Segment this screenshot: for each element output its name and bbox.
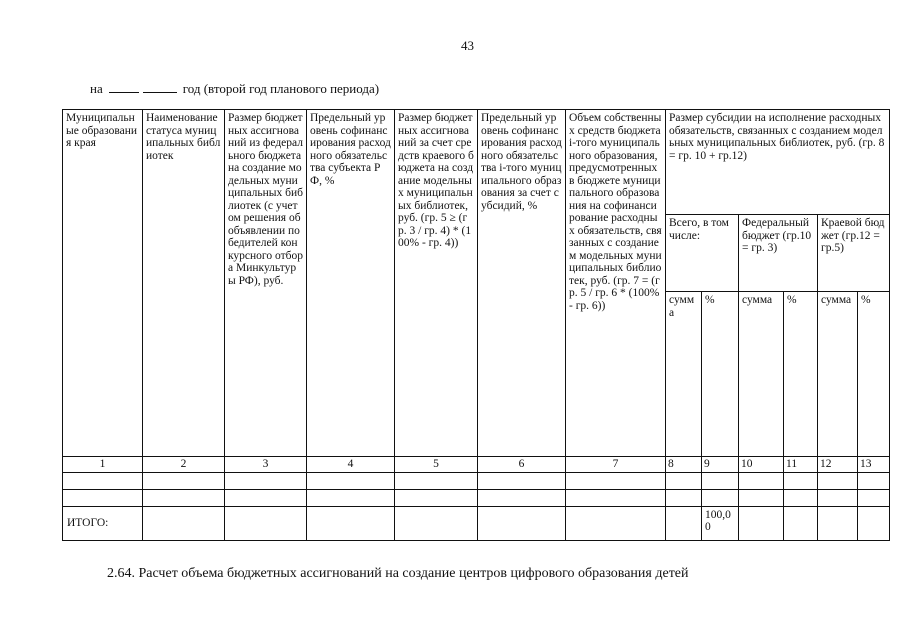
header-federal-budget: Федеральный бюджет (гр.10 = гр. 3)	[739, 215, 818, 292]
table-cell	[63, 472, 143, 489]
header-sum-12: сумма	[818, 292, 858, 457]
table-cell	[395, 472, 478, 489]
table-cell	[63, 489, 143, 506]
header-pct-9: %	[702, 292, 739, 457]
table-cell	[566, 472, 666, 489]
table-cell	[307, 489, 395, 506]
table-cell	[666, 506, 702, 540]
table-cell	[739, 489, 784, 506]
header-library-status: Наименование статуса муниципальных библиотек	[143, 110, 225, 457]
table-cell	[858, 472, 890, 489]
header-regional-budget: Краевой бюджет (гр.12 = гр.5)	[818, 215, 890, 292]
table-cell	[225, 489, 307, 506]
column-number: 5	[395, 457, 478, 473]
table-cell	[784, 506, 818, 540]
table-cell	[307, 472, 395, 489]
subsidy-table	[62, 109, 890, 541]
header-own-funds: Объем собственных средств бюджета i-того муниципального образования, предусмотренных в бюджете муниципального образования на софинансирование расходных обязательств, связанных с созданием модельных муниципальных библиотек, руб. (гр. 7 = (гр. 5 / гр. 6 * (100% - гр. 6))	[566, 110, 666, 457]
header-cofinancing-level-municipal: Предельный уровень софинансирования расходного обязательства i-того муниципального образования за счет субсидий, %	[478, 110, 566, 457]
column-number: 8	[666, 457, 702, 473]
column-number: 3	[225, 457, 307, 473]
period-blank-2	[143, 81, 177, 93]
period-blank-1	[109, 81, 139, 93]
column-number: 12	[818, 457, 858, 473]
total-percent: 100,00	[702, 506, 739, 540]
table-cell	[478, 489, 566, 506]
table-cell	[478, 472, 566, 489]
period-prefix: на	[90, 81, 103, 96]
table-cell	[818, 506, 858, 540]
column-number: 1	[63, 457, 143, 473]
table-cell	[395, 489, 478, 506]
column-number: 11	[784, 457, 818, 473]
table-cell	[566, 506, 666, 540]
table-cell	[818, 489, 858, 506]
table-cell	[478, 506, 566, 540]
column-number: 7	[566, 457, 666, 473]
column-number: 9	[702, 457, 739, 473]
table-cell	[225, 506, 307, 540]
header-cofinancing-level-subject: Предельный уровень софинансирования расходного обязательства субъекта РФ, %	[307, 110, 395, 457]
header-regional-allocation: Размер бюджетных ассигнований за счет средств краевого бюджета на создание модельных муниципальных библиотек, руб. (гр. 5 ≥ (гр. 3 / гр. 4) * (100% - гр. 4))	[395, 110, 478, 457]
table-cell	[702, 472, 739, 489]
table-cell	[307, 506, 395, 540]
total-row	[63, 506, 890, 540]
period-line	[90, 81, 379, 97]
header-sum-8: сумма	[666, 292, 702, 457]
column-number: 13	[858, 457, 890, 473]
table-cell	[858, 489, 890, 506]
table-cell	[739, 506, 784, 540]
period-suffix: год (второй год планового периода)	[182, 81, 380, 96]
header-municipalities: Муниципальные образования края	[63, 110, 143, 457]
table-cell	[143, 472, 225, 489]
header-total: Всего, в том числе:	[666, 215, 739, 292]
table-cell	[739, 472, 784, 489]
table-row	[63, 489, 890, 506]
table-cell	[784, 489, 818, 506]
header-federal-allocation: Размер бюджетных ассигнований из федерального бюджета на создание модельных муниципальных библиотек (с учетом решения об объявлении победителей конкурсного отбора Минкультуры РФ), руб.	[225, 110, 307, 457]
column-number: 2	[143, 457, 225, 473]
header-row-1	[63, 110, 890, 215]
table-cell	[666, 472, 702, 489]
table-cell	[784, 472, 818, 489]
table-cell	[666, 489, 702, 506]
table-cell	[818, 472, 858, 489]
table-cell	[143, 489, 225, 506]
table-row	[63, 472, 890, 489]
header-sum-10: сумма	[739, 292, 784, 457]
table-cell	[225, 472, 307, 489]
table-cell	[566, 489, 666, 506]
table-cell	[143, 506, 225, 540]
header-pct-11: %	[784, 292, 818, 457]
column-number-row	[63, 457, 890, 473]
column-number: 4	[307, 457, 395, 473]
header-pct-13: %	[858, 292, 890, 457]
header-subsidy-group: Размер субсидии на исполнение расходных обязательств, связанных с созданием модельных муниципальных библиотек, руб. (гр. 8 = гр. 10 + гр.12)	[666, 110, 890, 215]
table-cell	[858, 506, 890, 540]
table-cell	[395, 506, 478, 540]
total-label: ИТОГО:	[63, 506, 143, 540]
section-title: 2.64. Расчет объема бюджетных ассигнований на создание центров цифрового образования детей	[107, 566, 689, 581]
column-number: 10	[739, 457, 784, 473]
page-number: 43	[461, 38, 474, 53]
table-cell	[702, 489, 739, 506]
column-number: 6	[478, 457, 566, 473]
